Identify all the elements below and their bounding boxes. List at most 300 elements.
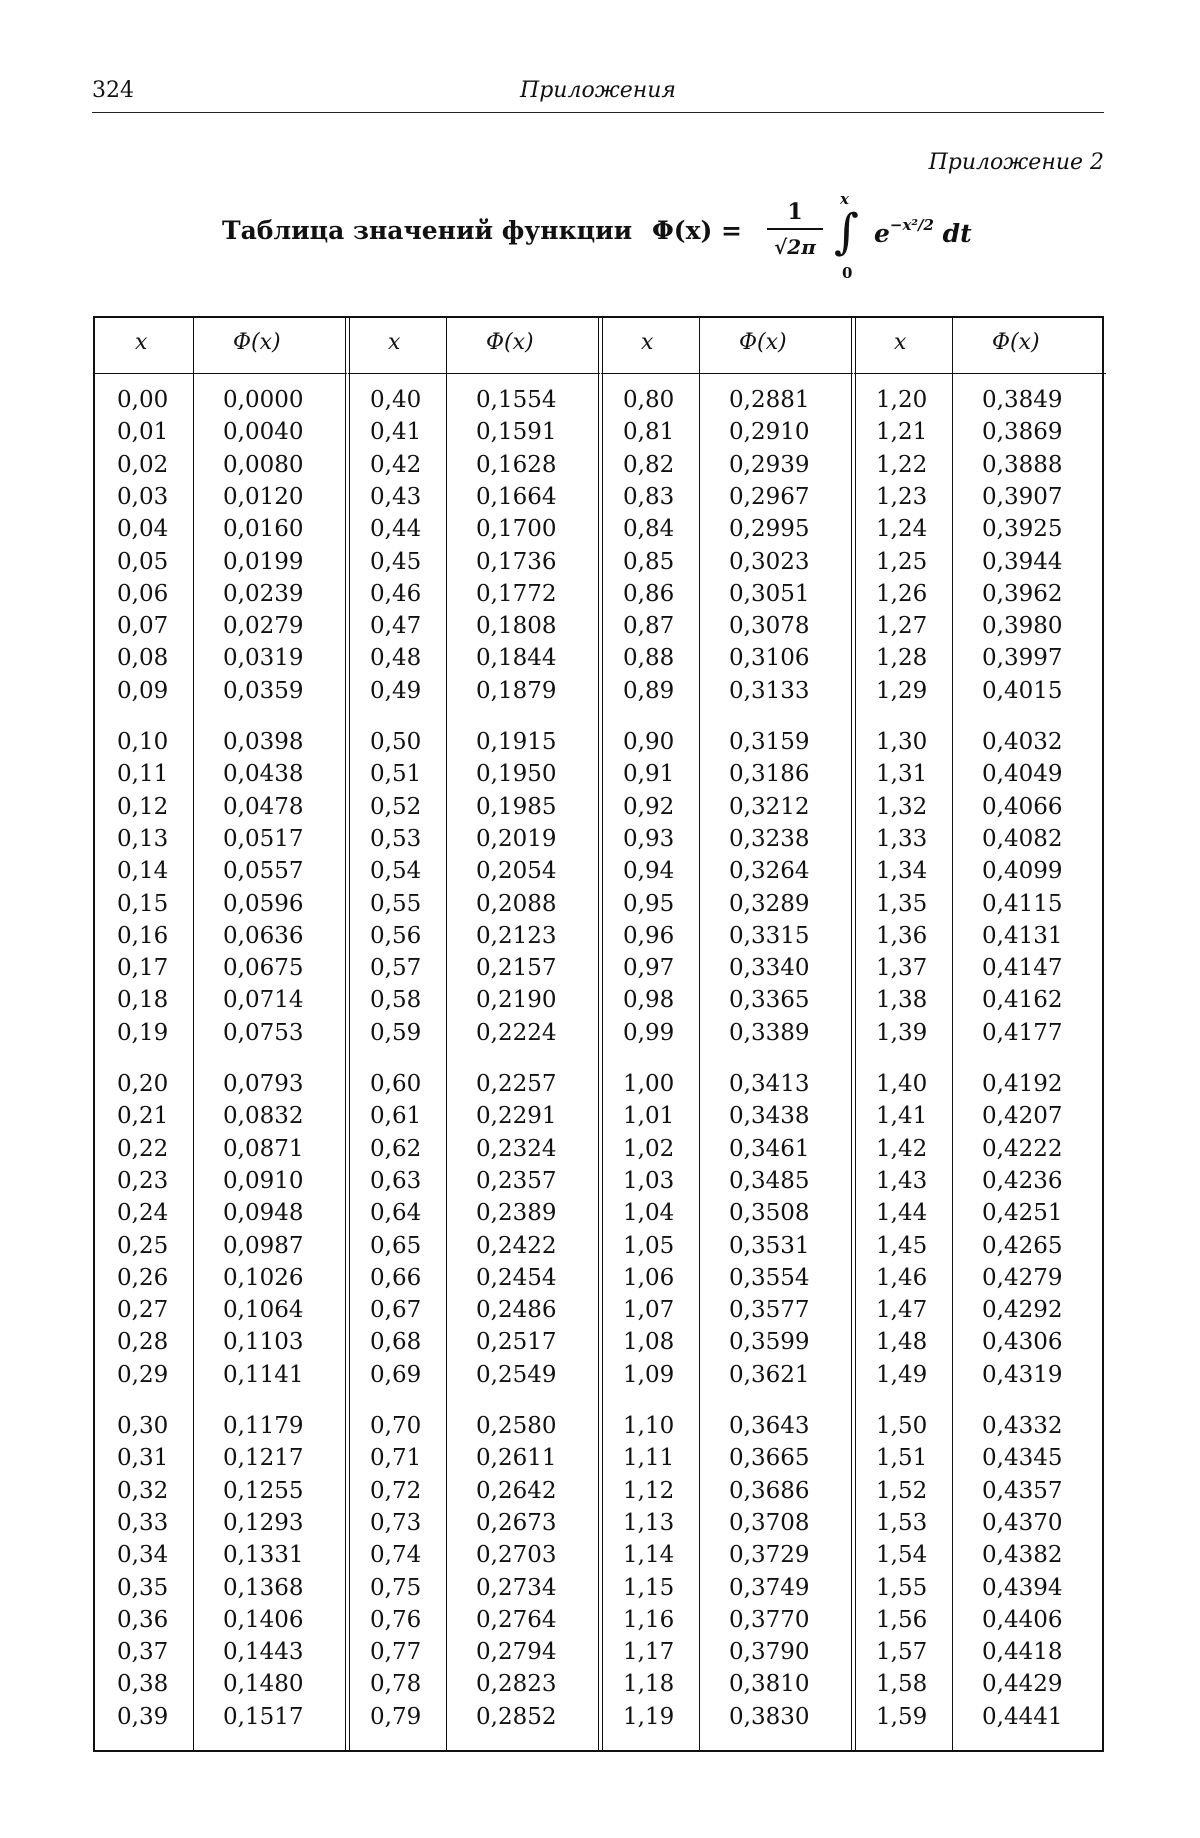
cell-phi: 0,3264 xyxy=(729,858,810,885)
cell-phi: 0,3106 xyxy=(729,645,810,672)
cell-phi: 0,3340 xyxy=(729,955,810,982)
cell-phi: 0,0478 xyxy=(223,793,304,820)
integral-symbol: ∫ xyxy=(834,204,860,260)
cell-x: 0,29 xyxy=(117,1361,169,1388)
cell-phi: 0,3365 xyxy=(729,987,810,1014)
cell-x: 1,21 xyxy=(876,419,928,446)
cell-x: 0,48 xyxy=(370,645,422,672)
cell-x: 0,82 xyxy=(623,451,675,478)
cell-x: 0,13 xyxy=(117,825,169,852)
cell-phi: 0,1772 xyxy=(476,580,557,607)
cell-phi: 0,3577 xyxy=(729,1297,810,1324)
cell-phi: 0,2703 xyxy=(476,1542,557,1569)
cell-x: 1,16 xyxy=(623,1606,675,1633)
cell-x: 0,77 xyxy=(370,1639,422,1666)
cell-x: 1,54 xyxy=(876,1542,928,1569)
cell-x: 1,01 xyxy=(623,1103,675,1130)
cell-phi: 0,0557 xyxy=(223,858,304,885)
cell-x: 1,52 xyxy=(876,1477,928,1504)
cell-phi: 0,2939 xyxy=(729,451,810,478)
cell-phi: 0,3289 xyxy=(729,890,810,917)
cell-phi: 0,0199 xyxy=(223,548,304,575)
cell-phi: 0,0279 xyxy=(223,613,304,640)
cell-phi: 0,2764 xyxy=(476,1606,557,1633)
cell-phi: 0,3888 xyxy=(982,451,1063,478)
cell-phi: 0,3729 xyxy=(729,1542,810,1569)
cell-x: 1,37 xyxy=(876,955,928,982)
cell-phi: 0,3508 xyxy=(729,1200,810,1227)
cell-x: 0,75 xyxy=(370,1574,422,1601)
cell-phi: 0,3849 xyxy=(982,387,1063,413)
cell-phi: 0,1950 xyxy=(476,761,557,788)
cell-phi: 0,2123 xyxy=(476,922,557,949)
cell-x: 1,40 xyxy=(876,1071,928,1097)
cell-x: 1,26 xyxy=(876,580,928,607)
cell-x: 1,22 xyxy=(876,451,928,478)
cell-x: 0,95 xyxy=(623,890,675,917)
cell-x: 0,85 xyxy=(623,548,675,575)
cell-phi: 0,2486 xyxy=(476,1297,557,1324)
cell-phi: 0,0596 xyxy=(223,890,304,917)
cell-x: 1,51 xyxy=(876,1445,928,1472)
cell-phi: 0,2995 xyxy=(729,516,810,543)
integrand xyxy=(874,216,972,248)
cell-x: 0,57 xyxy=(370,955,422,982)
column-divider xyxy=(952,318,953,1750)
cell-phi: 0,3686 xyxy=(729,1477,810,1504)
column-divider xyxy=(446,318,447,1750)
cell-phi: 0,4131 xyxy=(982,922,1063,949)
cell-phi: 0,3643 xyxy=(729,1413,810,1439)
cell-phi: 0,0438 xyxy=(223,761,304,788)
cell-phi: 0,0910 xyxy=(223,1167,304,1194)
cell-x: 0,06 xyxy=(117,580,169,607)
cell-phi: 0,3830 xyxy=(729,1703,810,1730)
cell-phi: 0,4265 xyxy=(982,1232,1063,1259)
cell-x: 1,00 xyxy=(623,1071,675,1097)
fraction-numerator: 1 xyxy=(787,199,803,225)
cell-x: 0,28 xyxy=(117,1329,169,1356)
cell-x: 0,08 xyxy=(117,645,169,672)
cell-phi: 0,0319 xyxy=(223,645,304,672)
formula xyxy=(652,190,1012,286)
cell-x: 0,35 xyxy=(117,1574,169,1601)
cell-phi: 0,2517 xyxy=(476,1329,557,1356)
cell-phi: 0,4251 xyxy=(982,1200,1063,1227)
table-header-row xyxy=(95,318,347,374)
table-column-block xyxy=(95,318,347,1750)
cell-phi: 0,0040 xyxy=(223,419,304,446)
cell-phi: 0,3599 xyxy=(729,1329,810,1356)
cell-phi: 0,4115 xyxy=(982,890,1063,917)
page-number: 324 xyxy=(92,78,134,103)
cell-phi: 0,2054 xyxy=(476,858,557,885)
cell-phi: 0,4306 xyxy=(982,1329,1063,1356)
cell-x: 0,72 xyxy=(370,1477,422,1504)
cell-x: 0,10 xyxy=(117,729,169,755)
cell-x: 1,04 xyxy=(623,1200,675,1227)
cell-x: 0,80 xyxy=(623,387,675,413)
cell-phi: 0,1591 xyxy=(476,419,557,446)
cell-phi: 0,4332 xyxy=(982,1413,1063,1439)
cell-x: 0,65 xyxy=(370,1232,422,1259)
cell-x: 1,46 xyxy=(876,1264,928,1291)
cell-phi: 0,2019 xyxy=(476,825,557,852)
cell-x: 1,45 xyxy=(876,1232,928,1259)
cell-phi: 0,2422 xyxy=(476,1232,557,1259)
cell-x: 0,33 xyxy=(117,1509,169,1536)
cell-x: 0,16 xyxy=(117,922,169,949)
cell-x: 0,97 xyxy=(623,955,675,982)
cell-x: 1,17 xyxy=(623,1639,675,1666)
cell-x: 1,07 xyxy=(623,1297,675,1324)
cell-x: 0,15 xyxy=(117,890,169,917)
cell-phi: 0,4382 xyxy=(982,1542,1063,1569)
cell-phi: 0,1480 xyxy=(223,1671,304,1698)
cell-phi: 0,3159 xyxy=(729,729,810,755)
cell-x: 0,39 xyxy=(117,1703,169,1730)
cell-x: 1,19 xyxy=(623,1703,675,1730)
cell-x: 1,11 xyxy=(623,1445,675,1472)
cell-x: 1,02 xyxy=(623,1135,675,1162)
cell-x: 0,07 xyxy=(117,613,169,640)
cell-phi: 0,3389 xyxy=(729,1019,810,1046)
cell-phi: 0,0160 xyxy=(223,516,304,543)
formula-fraction xyxy=(767,198,823,262)
cell-phi: 0,3315 xyxy=(729,922,810,949)
cell-x: 0,81 xyxy=(623,419,675,446)
cell-phi: 0,3186 xyxy=(729,761,810,788)
cell-x: 0,00 xyxy=(117,387,169,413)
cell-x: 0,70 xyxy=(370,1413,422,1439)
cell-phi: 0,1628 xyxy=(476,451,557,478)
appendix-label: Приложение 2 xyxy=(928,150,1104,175)
cell-x: 0,21 xyxy=(117,1103,169,1130)
cell-x: 0,52 xyxy=(370,793,422,820)
cell-x: 0,30 xyxy=(117,1413,169,1439)
cell-phi: 0,4032 xyxy=(982,729,1063,755)
cell-phi: 0,3621 xyxy=(729,1361,810,1388)
title-text: Таблица значений функции xyxy=(222,216,633,245)
cell-phi: 0,2190 xyxy=(476,987,557,1014)
cell-phi: 0,0948 xyxy=(223,1200,304,1227)
cell-x: 1,43 xyxy=(876,1167,928,1194)
cell-phi: 0,2291 xyxy=(476,1103,557,1130)
cell-x: 0,99 xyxy=(623,1019,675,1046)
cell-phi: 0,0871 xyxy=(223,1135,304,1162)
cell-phi: 0,1217 xyxy=(223,1445,304,1472)
cell-x: 0,43 xyxy=(370,483,422,510)
cell-phi: 0,0517 xyxy=(223,825,304,852)
cell-x: 1,44 xyxy=(876,1200,928,1227)
cell-phi: 0,4441 xyxy=(982,1703,1063,1730)
cell-x: 0,50 xyxy=(370,729,422,755)
cell-x: 0,59 xyxy=(370,1019,422,1046)
table-title xyxy=(222,190,1022,286)
cell-phi: 0,4049 xyxy=(982,761,1063,788)
cell-phi: 0,3485 xyxy=(729,1167,810,1194)
cell-x: 1,32 xyxy=(876,793,928,820)
cell-phi: 0,3810 xyxy=(729,1671,810,1698)
cell-phi: 0,1103 xyxy=(223,1329,304,1356)
cell-x: 0,86 xyxy=(623,580,675,607)
column-divider xyxy=(193,318,194,1750)
cell-phi: 0,0239 xyxy=(223,580,304,607)
cell-x: 0,92 xyxy=(623,793,675,820)
cell-phi: 0,1368 xyxy=(223,1574,304,1601)
cell-x: 1,58 xyxy=(876,1671,928,1698)
page-header xyxy=(92,78,1104,113)
cell-x: 0,22 xyxy=(117,1135,169,1162)
header-x: x xyxy=(135,330,148,355)
cell-phi: 0,4236 xyxy=(982,1167,1063,1194)
cell-phi: 0,3907 xyxy=(982,483,1063,510)
cell-phi: 0,3051 xyxy=(729,580,810,607)
cell-x: 0,12 xyxy=(117,793,169,820)
cell-x: 0,09 xyxy=(117,677,169,704)
cell-phi: 0,4177 xyxy=(982,1019,1063,1046)
cell-x: 0,19 xyxy=(117,1019,169,1046)
cell-x: 0,27 xyxy=(117,1297,169,1324)
cell-x: 0,45 xyxy=(370,548,422,575)
cell-x: 1,53 xyxy=(876,1509,928,1536)
values-table xyxy=(93,316,1104,1752)
cell-x: 1,13 xyxy=(623,1509,675,1536)
cell-x: 1,05 xyxy=(623,1232,675,1259)
table-header-row xyxy=(601,318,853,374)
cell-x: 1,56 xyxy=(876,1606,928,1633)
cell-phi: 0,4394 xyxy=(982,1574,1063,1601)
cell-x: 1,59 xyxy=(876,1703,928,1730)
cell-x: 0,53 xyxy=(370,825,422,852)
cell-phi: 0,0987 xyxy=(223,1232,304,1259)
integral-sign xyxy=(832,190,862,286)
cell-x: 0,32 xyxy=(117,1477,169,1504)
cell-phi: 0,1255 xyxy=(223,1477,304,1504)
cell-x: 0,68 xyxy=(370,1329,422,1356)
cell-phi: 0,3531 xyxy=(729,1232,810,1259)
cell-phi: 0,1179 xyxy=(223,1413,304,1439)
cell-x: 0,71 xyxy=(370,1445,422,1472)
cell-x: 0,61 xyxy=(370,1103,422,1130)
cell-x: 1,30 xyxy=(876,729,928,755)
cell-phi: 0,0359 xyxy=(223,677,304,704)
cell-x: 1,36 xyxy=(876,922,928,949)
cell-phi: 0,4082 xyxy=(982,825,1063,852)
cell-x: 1,18 xyxy=(623,1671,675,1698)
cell-x: 1,24 xyxy=(876,516,928,543)
cell-x: 0,62 xyxy=(370,1135,422,1162)
cell-x: 0,88 xyxy=(623,645,675,672)
header-x: x xyxy=(894,330,907,355)
cell-phi: 0,4292 xyxy=(982,1297,1063,1324)
table-column-block xyxy=(601,318,853,1750)
cell-x: 0,26 xyxy=(117,1264,169,1291)
cell-x: 0,40 xyxy=(370,387,422,413)
cell-x: 0,36 xyxy=(117,1606,169,1633)
cell-x: 1,50 xyxy=(876,1413,928,1439)
cell-phi: 0,2852 xyxy=(476,1703,557,1730)
cell-x: 0,78 xyxy=(370,1671,422,1698)
cell-phi: 0,4319 xyxy=(982,1361,1063,1388)
cell-phi: 0,4418 xyxy=(982,1639,1063,1666)
cell-x: 0,90 xyxy=(623,729,675,755)
cell-phi: 0,4066 xyxy=(982,793,1063,820)
cell-x: 1,31 xyxy=(876,761,928,788)
cell-phi: 0,1406 xyxy=(223,1606,304,1633)
cell-x: 0,96 xyxy=(623,922,675,949)
cell-phi: 0,1293 xyxy=(223,1509,304,1536)
cell-phi: 0,3078 xyxy=(729,613,810,640)
cell-phi: 0,4357 xyxy=(982,1477,1063,1504)
cell-phi: 0,2823 xyxy=(476,1671,557,1698)
cell-x: 0,18 xyxy=(117,987,169,1014)
cell-phi: 0,0675 xyxy=(223,955,304,982)
cell-x: 1,29 xyxy=(876,677,928,704)
cell-phi: 0,3023 xyxy=(729,548,810,575)
cell-phi: 0,1985 xyxy=(476,793,557,820)
cell-x: 0,93 xyxy=(623,825,675,852)
cell-x: 0,41 xyxy=(370,419,422,446)
cell-phi: 0,0714 xyxy=(223,987,304,1014)
cell-x: 1,25 xyxy=(876,548,928,575)
cell-phi: 0,3461 xyxy=(729,1135,810,1162)
cell-phi: 0,3925 xyxy=(982,516,1063,543)
cell-x: 0,17 xyxy=(117,955,169,982)
cell-x: 1,03 xyxy=(623,1167,675,1194)
cell-x: 1,12 xyxy=(623,1477,675,1504)
cell-x: 1,57 xyxy=(876,1639,928,1666)
cell-phi: 0,1331 xyxy=(223,1542,304,1569)
cell-x: 0,89 xyxy=(623,677,675,704)
cell-phi: 0,3980 xyxy=(982,613,1063,640)
cell-x: 0,56 xyxy=(370,922,422,949)
integral-lower-limit: 0 xyxy=(842,264,853,282)
cell-x: 1,35 xyxy=(876,890,928,917)
cell-phi: 0,3962 xyxy=(982,580,1063,607)
cell-phi: 0,1026 xyxy=(223,1264,304,1291)
cell-phi: 0,2580 xyxy=(476,1413,557,1439)
cell-x: 1,09 xyxy=(623,1361,675,1388)
cell-x: 1,42 xyxy=(876,1135,928,1162)
cell-x: 0,51 xyxy=(370,761,422,788)
cell-x: 0,42 xyxy=(370,451,422,478)
cell-phi: 0,0832 xyxy=(223,1103,304,1130)
cell-phi: 0,0793 xyxy=(223,1071,304,1097)
cell-x: 0,64 xyxy=(370,1200,422,1227)
cell-x: 0,66 xyxy=(370,1264,422,1291)
cell-x: 0,46 xyxy=(370,580,422,607)
cell-phi: 0,3554 xyxy=(729,1264,810,1291)
integrand-tail: dt xyxy=(942,219,972,248)
cell-phi: 0,1664 xyxy=(476,483,557,510)
cell-phi: 0,0753 xyxy=(223,1019,304,1046)
cell-x: 1,48 xyxy=(876,1329,928,1356)
cell-x: 0,74 xyxy=(370,1542,422,1569)
cell-x: 0,24 xyxy=(117,1200,169,1227)
cell-phi: 0,3749 xyxy=(729,1574,810,1601)
cell-x: 1,23 xyxy=(876,483,928,510)
cell-x: 1,34 xyxy=(876,858,928,885)
cell-x: 0,76 xyxy=(370,1606,422,1633)
cell-x: 0,63 xyxy=(370,1167,422,1194)
cell-phi: 0,0000 xyxy=(223,387,304,413)
cell-x: 0,47 xyxy=(370,613,422,640)
column-divider xyxy=(699,318,700,1750)
cell-x: 1,33 xyxy=(876,825,928,852)
cell-x: 0,67 xyxy=(370,1297,422,1324)
cell-phi: 0,2673 xyxy=(476,1509,557,1536)
cell-x: 0,11 xyxy=(117,761,169,788)
cell-x: 1,38 xyxy=(876,987,928,1014)
cell-phi: 0,0398 xyxy=(223,729,304,755)
fraction-bar xyxy=(767,228,823,230)
cell-x: 0,94 xyxy=(623,858,675,885)
cell-phi: 0,1443 xyxy=(223,1639,304,1666)
cell-x: 0,54 xyxy=(370,858,422,885)
formula-lhs: Φ(x) = xyxy=(652,216,742,245)
cell-phi: 0,2611 xyxy=(476,1445,557,1472)
integrand-exponent: −x²/2 xyxy=(889,216,934,234)
cell-phi: 0,3944 xyxy=(982,548,1063,575)
cell-phi: 0,3770 xyxy=(729,1606,810,1633)
cell-x: 0,03 xyxy=(117,483,169,510)
cell-x: 1,08 xyxy=(623,1329,675,1356)
cell-x: 0,91 xyxy=(623,761,675,788)
cell-phi: 0,3238 xyxy=(729,825,810,852)
cell-phi: 0,2734 xyxy=(476,1574,557,1601)
cell-phi: 0,4099 xyxy=(982,858,1063,885)
cell-phi: 0,2224 xyxy=(476,1019,557,1046)
table-column-block xyxy=(348,318,600,1750)
header-phi: Φ(x) xyxy=(233,330,281,355)
cell-x: 0,37 xyxy=(117,1639,169,1666)
cell-phi: 0,0636 xyxy=(223,922,304,949)
cell-phi: 0,4222 xyxy=(982,1135,1063,1162)
cell-phi: 0,2324 xyxy=(476,1135,557,1162)
cell-phi: 0,2088 xyxy=(476,890,557,917)
cell-x: 1,55 xyxy=(876,1574,928,1601)
cell-phi: 0,2157 xyxy=(476,955,557,982)
cell-phi: 0,2454 xyxy=(476,1264,557,1291)
cell-x: 0,73 xyxy=(370,1509,422,1536)
cell-phi: 0,3413 xyxy=(729,1071,810,1097)
cell-x: 1,20 xyxy=(876,387,928,413)
header-phi: Φ(x) xyxy=(739,330,787,355)
cell-x: 1,14 xyxy=(623,1542,675,1569)
running-title: Приложения xyxy=(520,78,676,103)
cell-phi: 0,3212 xyxy=(729,793,810,820)
cell-phi: 0,4370 xyxy=(982,1509,1063,1536)
header-x: x xyxy=(641,330,654,355)
cell-x: 0,02 xyxy=(117,451,169,478)
cell-phi: 0,2794 xyxy=(476,1639,557,1666)
cell-phi: 0,1517 xyxy=(223,1703,304,1730)
cell-x: 1,41 xyxy=(876,1103,928,1130)
cell-phi: 0,3869 xyxy=(982,419,1063,446)
cell-phi: 0,1879 xyxy=(476,677,557,704)
cell-phi: 0,2642 xyxy=(476,1477,557,1504)
header-phi: Φ(x) xyxy=(992,330,1040,355)
cell-x: 0,55 xyxy=(370,890,422,917)
cell-phi: 0,2881 xyxy=(729,387,810,413)
cell-phi: 0,1736 xyxy=(476,548,557,575)
cell-phi: 0,1554 xyxy=(476,387,557,413)
cell-phi: 0,4429 xyxy=(982,1671,1063,1698)
fraction-denominator: √2π xyxy=(774,235,816,259)
cell-x: 1,39 xyxy=(876,1019,928,1046)
cell-phi: 0,4345 xyxy=(982,1445,1063,1472)
